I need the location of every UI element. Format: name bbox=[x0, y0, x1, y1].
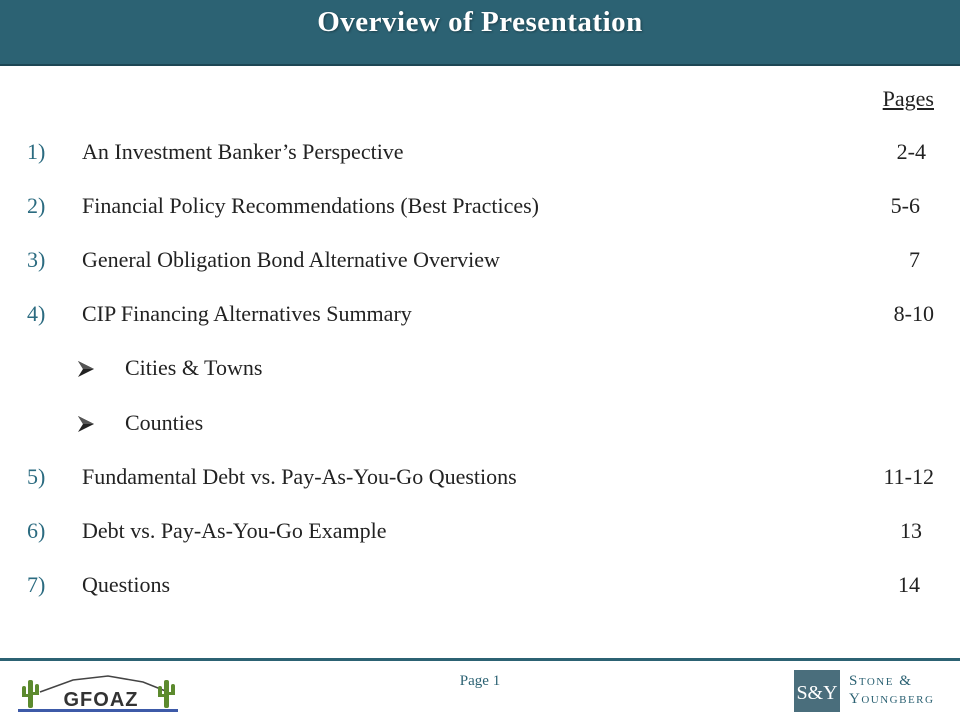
svg-text:GFOAZ: GFOAZ bbox=[63, 689, 139, 711]
toc-item-pages: 7 bbox=[909, 247, 920, 272]
toc-subitem bbox=[0, 410, 960, 440]
arrow-bullet-icon bbox=[76, 359, 96, 379]
toc-item bbox=[0, 464, 960, 494]
stone-youngberg-logo-text bbox=[849, 672, 949, 708]
toc-item bbox=[0, 518, 960, 548]
page-number: Page 1 bbox=[459, 673, 501, 689]
toc-item-number: 6) bbox=[27, 518, 46, 543]
svg-text:S&Y: S&Y bbox=[796, 682, 838, 704]
logo-line-1: Stone & bbox=[849, 673, 913, 689]
logo-line-2: Youngberg bbox=[849, 691, 935, 707]
toc-item bbox=[0, 193, 960, 223]
toc-item bbox=[0, 247, 960, 277]
toc-item-number: 3) bbox=[27, 247, 46, 272]
arrow-bullet-icon bbox=[76, 414, 96, 434]
toc-item-label: CIP Financing Alternatives Summary bbox=[82, 301, 412, 326]
toc-item-label: Financial Policy Recommendations (Best Practices) bbox=[82, 193, 540, 218]
toc-item bbox=[0, 139, 960, 169]
stone-youngberg-logo-mark bbox=[794, 670, 840, 712]
toc-item bbox=[0, 301, 960, 331]
toc-item-label: Fundamental Debt vs. Pay-As-You-Go Questions bbox=[82, 464, 517, 489]
toc-item-label: Debt vs. Pay-As-You-Go Example bbox=[82, 518, 387, 543]
toc-subitem-label: Counties bbox=[125, 410, 204, 435]
toc-item-pages: 13 bbox=[900, 518, 922, 543]
toc-item-pages: 11-12 bbox=[883, 464, 934, 489]
toc-item-number: 4) bbox=[27, 301, 46, 326]
toc-subitem bbox=[0, 355, 960, 385]
toc-item-number: 5) bbox=[27, 464, 46, 489]
title-bar bbox=[0, 0, 960, 66]
toc-item-number: 2) bbox=[27, 193, 46, 218]
toc-item-number: 1) bbox=[27, 139, 46, 164]
toc-item-label: Questions bbox=[82, 572, 170, 597]
toc-item-pages: 5-6 bbox=[890, 193, 920, 218]
toc-item-pages: 14 bbox=[898, 572, 920, 597]
footer-divider bbox=[0, 658, 960, 661]
toc-item-pages: 8-10 bbox=[893, 301, 934, 326]
toc-subitem-label: Cities & Towns bbox=[125, 355, 263, 380]
page-title: Overview of Presentation bbox=[317, 6, 643, 38]
toc-item-pages: 2-4 bbox=[896, 139, 926, 164]
toc-item-label: General Obligation Bond Alternative Overview bbox=[82, 247, 500, 272]
toc-item-number: 7) bbox=[27, 572, 46, 597]
toc-item-label: An Investment Banker’s Perspective bbox=[82, 139, 404, 164]
toc-item bbox=[0, 572, 960, 602]
pages-column-heading: Pages bbox=[882, 86, 934, 111]
